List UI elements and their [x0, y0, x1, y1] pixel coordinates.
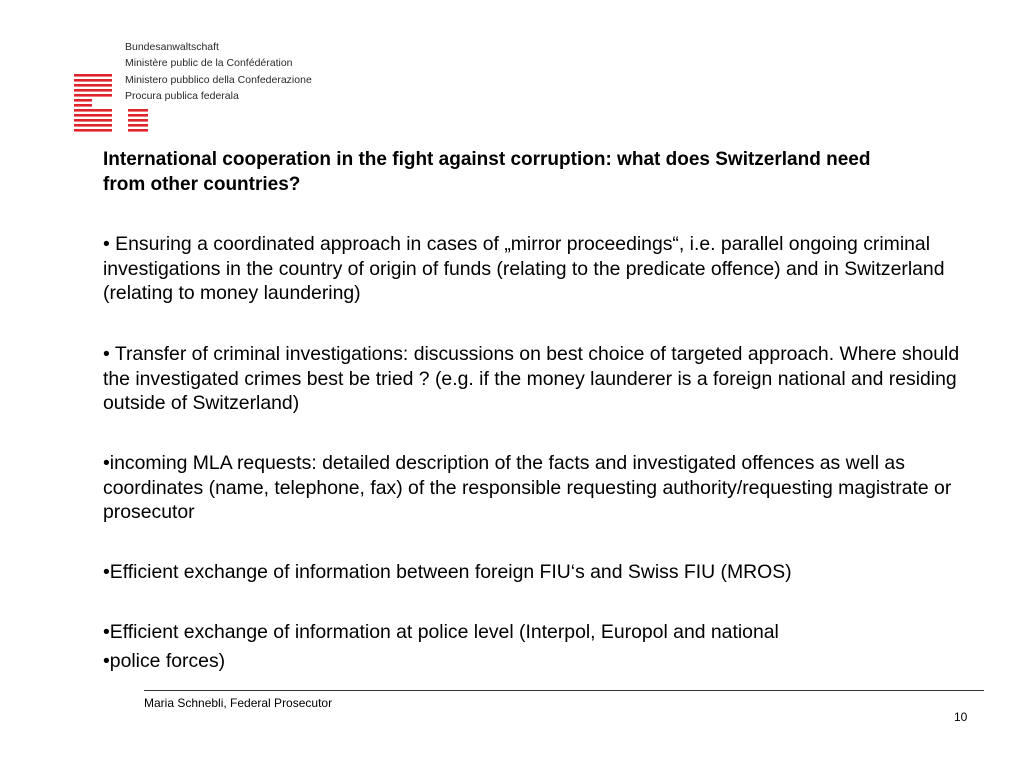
bullet-mirror-proceedings: • Ensuring a coordinated approach in cases of „mirror proceedings“, i.e. parallel ongoing criminal investigations in the country of origin of funds (relating to the predicate offence) and in Switzerland (relating to money laundering) [103, 233, 945, 304]
page-number: 10 [954, 710, 968, 724]
org-name-french: Ministère public de la Confédération [125, 57, 293, 70]
footer-divider [144, 690, 984, 691]
bullet-fiu-exchange: •Efficient exchange of information between foreign FIU‘s and Swiss FIU (MROS) [103, 561, 792, 583]
bullet-transfer-investigations: • Transfer of criminal investigations: discussions on best choice of targeted approach. Where should the investigated crimes best be tried ? (e.g. if the money launderer is a foreign national and residing outside of Switzerland) [103, 343, 960, 414]
org-name-german: Bundesanwaltschaft [125, 41, 219, 53]
slide-title: International cooperation in the fight against corruption: what does Switzerland need from other countries? [103, 149, 871, 195]
bullet-mla-requests: •incoming MLA requests: detailed description of the facts and investigated offences as well as coordinates (name, telephone, fax) of the responsible requesting authority/requesting magistrate or prosecutor [103, 452, 952, 523]
org-name-romansh: Procura publica federala [125, 89, 239, 102]
bullet-police-forces: •police forces) [103, 650, 226, 672]
bullet-police-exchange: •Efficient exchange of information at police level (Interpol, Europol and national [103, 621, 779, 643]
footer-author: Maria Schnebli, Federal Prosecutor [144, 696, 333, 710]
organization-names [125, 39, 312, 104]
org-name-italian: Ministero pubblico della Confederazione [125, 73, 312, 86]
